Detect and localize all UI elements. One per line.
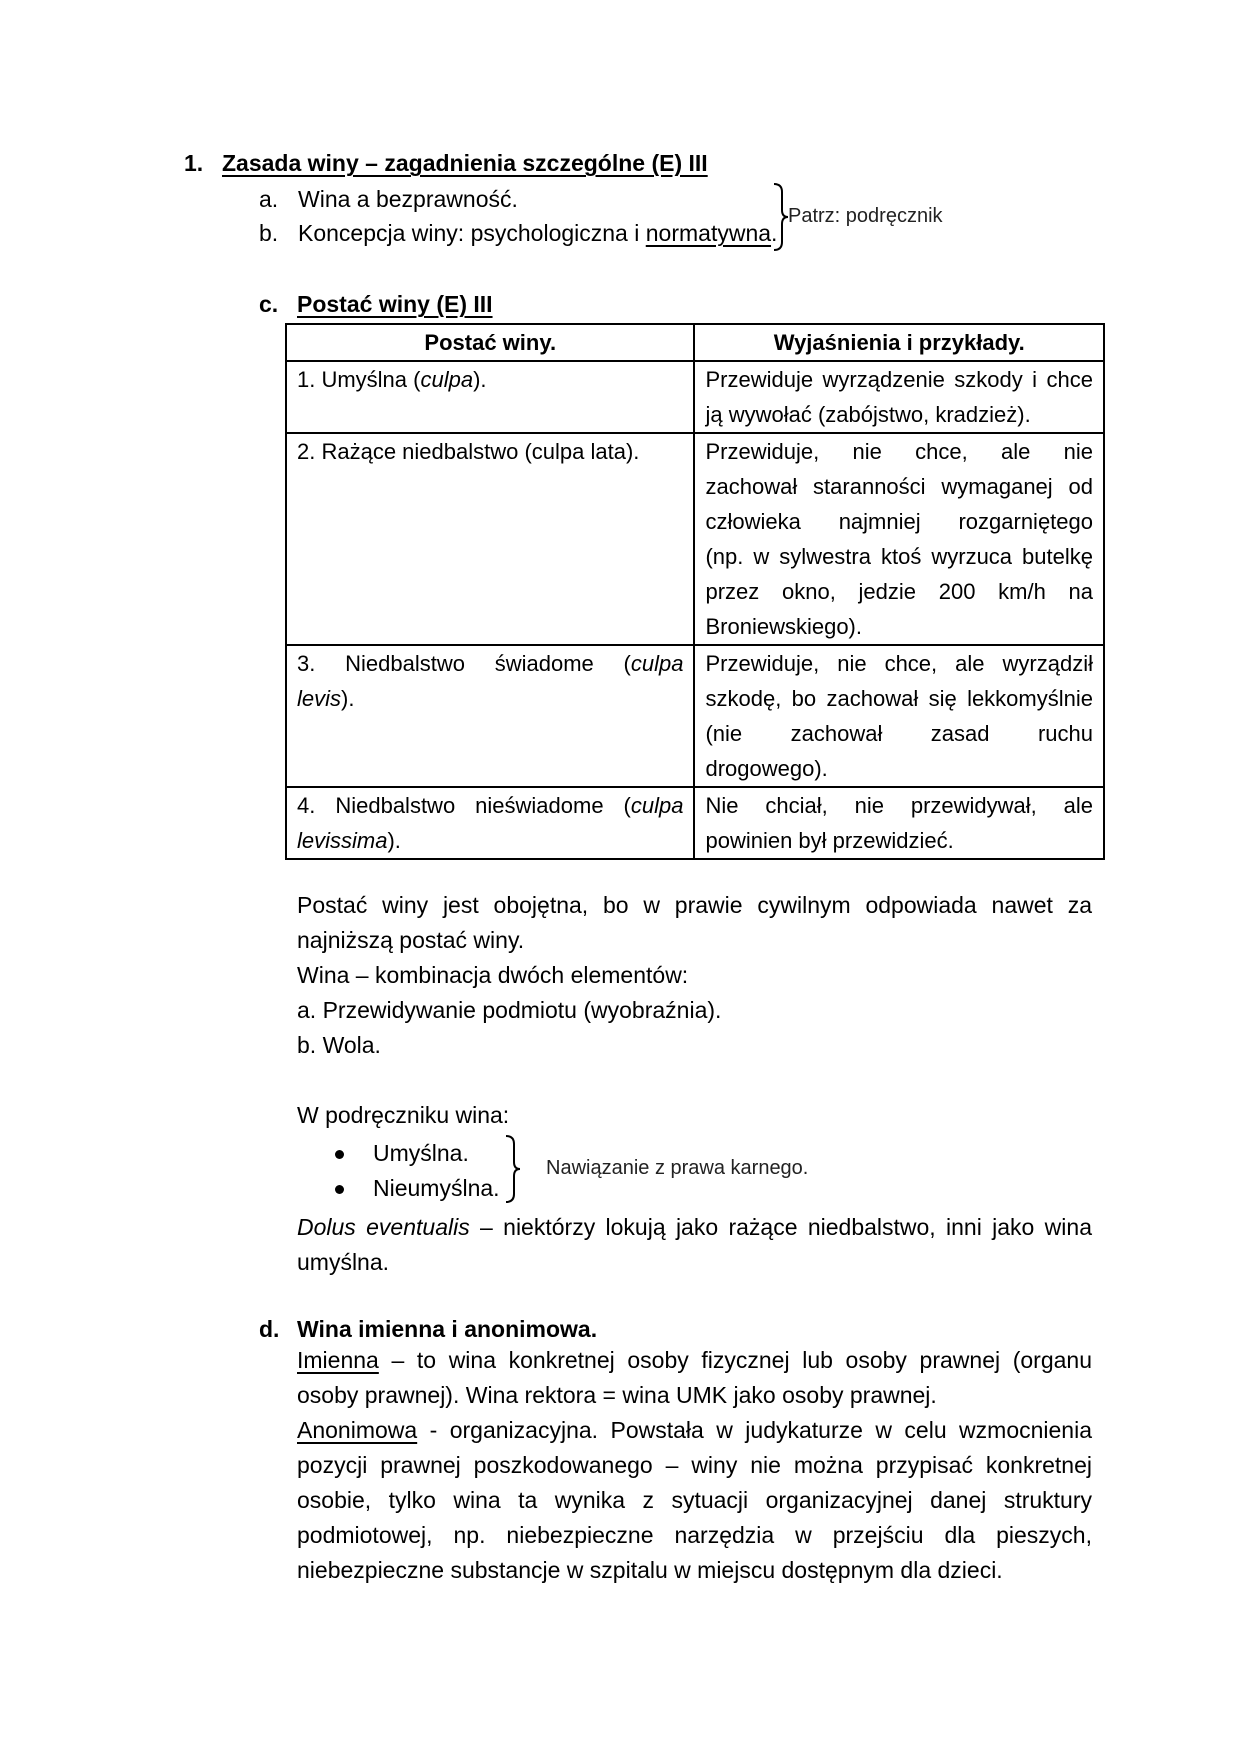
explanation-line: szkodę, bo zachował się lekkomyślnie (705, 686, 1093, 711)
paragraph-line: umyślna. (297, 1249, 390, 1275)
paragraph-line: Anonimowa - organizacyjna. Powstała w judykaturze w celu wzmocnienia (297, 1417, 1092, 1443)
explanation-line: Broniewskiego). (705, 614, 862, 639)
table-cell-form (286, 787, 694, 859)
explanation-line: powinien był przewidzieć. (705, 828, 954, 853)
table-header-explanation: Wyjaśnienia i przykłady. (694, 324, 1104, 361)
table-row (286, 361, 1104, 433)
table-row (286, 645, 1104, 787)
section-number: 1. (184, 150, 204, 176)
table-cell-explanation (694, 787, 1104, 859)
explanation-line: człowieka najmniej rozgarniętego (705, 509, 1093, 534)
item-b-end: . (771, 220, 778, 246)
paragraph-line: a. Przewidywanie podmiotu (wyobraźnia). (297, 997, 722, 1023)
item-a-marker: a. (259, 186, 279, 212)
brace-note: Patrz: podręcznik (788, 205, 943, 227)
bullet-note: Nawiązanie z prawa karnego. (546, 1157, 809, 1179)
form-text: 1. Umyślna (culpa). (297, 367, 487, 392)
section-d-title: Wina imienna i anonimowa. (297, 1316, 598, 1342)
item-b-underlined: normatywna (645, 220, 772, 246)
explanation-line: (nie zachował zasad ruchu (705, 721, 1093, 746)
paragraph-line: Postać winy jest obojętna, bo w prawie cywilnym odpowiada nawet za (297, 892, 1092, 918)
paragraph-line: Wina – kombinacja dwóch elementów: (297, 962, 689, 988)
guilt-forms-table (285, 323, 1105, 860)
section-d-marker: d. (259, 1316, 280, 1342)
table-header-form: Postać winy. (286, 324, 694, 361)
bullet-item: Umyślna. (373, 1140, 469, 1166)
table-cell-explanation (694, 361, 1104, 433)
table-row (286, 433, 1104, 645)
explanation-line: drogowego). (705, 756, 828, 781)
explanation-line: Przewiduje wyrządzenie szkody i chce (705, 367, 1093, 392)
table-cell-form (286, 645, 694, 787)
table-header-row (286, 324, 1104, 361)
section-c-title: Postać winy (E) III (297, 291, 493, 317)
explanation-line: zachował staranności wymaganej od (705, 474, 1093, 499)
item-b-marker: b. (259, 220, 279, 246)
item-b-text (298, 222, 777, 245)
explanation-line: przez okno, jedzie 200 km/h na (705, 579, 1093, 604)
table-cell-form (286, 433, 694, 645)
paragraph-line: osobie, tylko wina ta wynika z sytuacji organizacyjnej danej struktury (297, 1487, 1092, 1513)
paragraph-line: pozycji prawnej poszkodowanego – winy nie można przypisać konkretnej (297, 1452, 1092, 1478)
section-c-marker: c. (259, 291, 279, 317)
form-text: 3. Niedbalstwo świadome (culpa (297, 651, 684, 676)
table-cell-explanation (694, 645, 1104, 787)
paragraph-line: b. Wola. (297, 1032, 381, 1058)
dolus-paragraph (297, 1210, 1092, 1280)
explanation-line: (np. w sylwestra ktoś wyrzuca butelkę (705, 544, 1093, 569)
paragraph-line: osoby prawnej). Wina rektora = wina UMK jako osoby prawnej. (297, 1382, 937, 1408)
paragraph-line: niebezpieczne substancje w szpitalu w miejscu dostępnym dla dzieci. (297, 1557, 1003, 1583)
paragraph-line: W podręczniku wina: (297, 1102, 510, 1128)
blank-line (297, 1063, 1092, 1098)
item-b-plain: Koncepcja winy: psychologiczna i (298, 220, 646, 246)
bullet-item: Nieumyślna. (373, 1175, 500, 1201)
section-title: Zasada winy – zagadnienia szczególne (E) III (222, 150, 708, 176)
body-paragraphs (297, 888, 1092, 1133)
section-d-body (297, 1343, 1092, 1588)
bullet-dot-icon (335, 1185, 344, 1194)
table-cell-explanation (694, 433, 1104, 645)
paragraph-line: Imienna – to wina konkretnej osoby fizycznej lub osoby prawnej (organu (297, 1347, 1092, 1373)
explanation-line: Nie chciał, nie przewidywał, ale (705, 793, 1093, 818)
explanation-line: Przewiduje, nie chce, ale nie (705, 439, 1093, 464)
right-brace-icon (502, 1134, 524, 1204)
table-cell-form (286, 361, 694, 433)
explanation-line: Przewiduje, nie chce, ale wyrządził (705, 651, 1093, 676)
form-text: 2. Rażące niedbalstwo (culpa lata). (297, 439, 640, 464)
paragraph-line: podmiotowej, np. niebezpieczne narzędzia w przejściu dla pieszych, (297, 1522, 1092, 1548)
paragraph-line: najniższą postać winy. (297, 927, 525, 953)
explanation-line: ją wywołać (zabójstwo, kradzież). (705, 402, 1031, 427)
item-a-text: Wina a bezprawność. (298, 186, 518, 212)
form-text: levis). (297, 686, 355, 711)
form-text: levissima). (297, 828, 401, 853)
paragraph-line: Dolus eventualis – niektórzy lokują jako rażące niedbalstwo, inni jako wina (297, 1214, 1092, 1240)
table-row (286, 787, 1104, 859)
form-text: 4. Niedbalstwo nieświadome (culpa (297, 793, 684, 818)
bullet-dot-icon (335, 1150, 344, 1159)
